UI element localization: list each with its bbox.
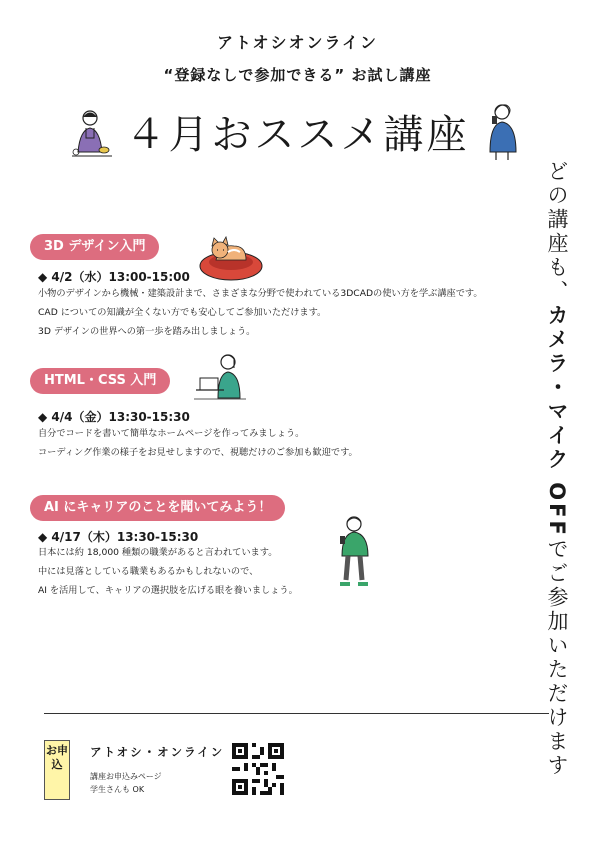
course-date-html-css: ◆ 4/4（金）13:30-15:30 — [38, 410, 190, 424]
description-line: 中には見落としている職業もあるかもしれないので、 — [38, 566, 259, 577]
course-date-3d-design: ◆ 4/2（水）13:00-15:00 — [38, 270, 190, 284]
page-title: ４月おススメ講座 — [125, 112, 470, 158]
course-date-ai-career: ◆ 4/17（木）13:30-15:30 — [38, 530, 199, 544]
subtitle: “登録なしで参加できる” お試し講座 — [163, 66, 432, 84]
org-heading: アトオシオンライン — [216, 33, 379, 52]
cat-in-bed-illustration — [198, 232, 264, 282]
description-line: 自分でコードを書いて簡単なホームページを作ってみましょう。 — [38, 428, 305, 439]
footer-org-name: アトオシ・オンライン — [90, 745, 225, 759]
participation-note: どの講座も、カメラ・マイク OFFでご参加いただけます — [545, 160, 569, 778]
apply-badge: お申込 — [44, 740, 70, 800]
course-description-ai-career — [38, 543, 298, 600]
footer-students-note: 学生さんも OK — [90, 785, 145, 794]
course-label-3d-design: 3D デザイン入門 — [30, 234, 159, 260]
person-walking-phone-illustration — [332, 514, 378, 594]
description-line: 小物のデザインから機械・建築設計まで、さまざまな分野で使われている3DCADの使い方を学ぶ講座です。 — [38, 288, 483, 299]
footer-divider — [44, 713, 549, 714]
description-line: 日本には約 18,000 種類の職業があると言われています。 — [38, 547, 278, 558]
footer-apply-page-note: 講座お申込みページ — [90, 772, 162, 781]
woman-phone-illustration — [484, 102, 524, 162]
course-description-html-css — [38, 424, 358, 462]
description-line: コーディング作業の様子をお見せしますので、視聴だけのご参加も歓迎です。 — [38, 447, 358, 458]
description-line: 3D デザインの世界への第一歩を踏み出しましょう。 — [38, 326, 256, 337]
qr-code-icon[interactable] — [232, 743, 284, 795]
course-label-html-css: HTML・CSS 入門 — [30, 368, 170, 394]
description-line: CAD についての知識が全くない方でも安心してご参加いただけます。 — [38, 307, 327, 318]
description-line: AI を活用して、キャリアの選択肢を広げる眼を養いましょう。 — [38, 585, 298, 596]
person-at-laptop-illustration — [194, 352, 248, 402]
course-label-ai-career: AI にキャリアのことを聞いてみよう！ — [30, 495, 285, 521]
woman-cooking-illustration — [70, 108, 114, 166]
course-description-3d-design — [38, 284, 483, 341]
